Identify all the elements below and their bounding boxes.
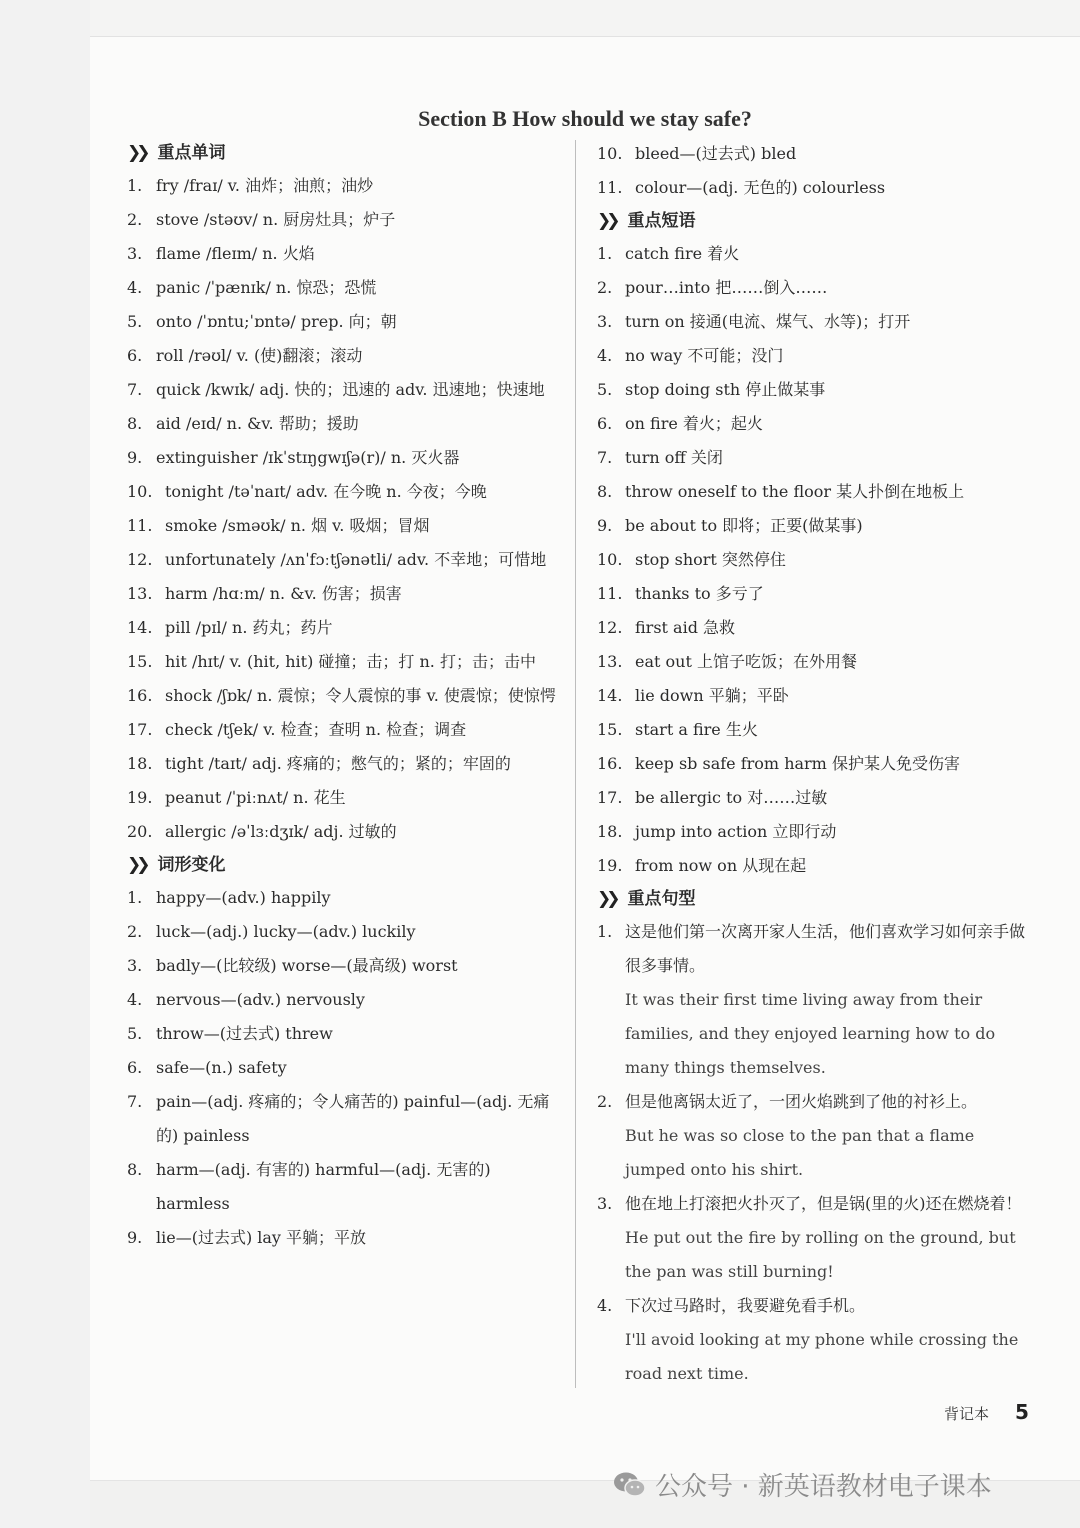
item-number: 8. [127, 1160, 143, 1179]
item-text: keep sb safe from harm 保护某人免受伤害 [635, 754, 960, 773]
item-number: 4. [597, 1296, 613, 1315]
double-chevron-icon: ❯❯ [597, 889, 616, 909]
sentence-chinese: 他在地上打滚把火扑灭了，但是锅(里的火)还在燃烧着！ [625, 1194, 1022, 1213]
sentence-text [625, 1187, 1029, 1289]
item-number: 18. [597, 822, 623, 841]
item-text: smoke /sməʊk/ n. 烟 v. 吸烟；冒烟 [165, 516, 430, 535]
list-item [597, 577, 1029, 611]
sentence-english: It was their first time living away from their families, and they enjoyed learning how to do many things themselves. [625, 990, 996, 1077]
item-number: 2. [127, 922, 143, 941]
item-number: 9. [127, 1228, 143, 1247]
item-number: 11. [127, 516, 153, 535]
list-item [127, 237, 567, 271]
item-number: 7. [127, 1092, 143, 1111]
list-item [127, 915, 567, 949]
item-text: harm /hɑːm/ n. &v. 伤害；损害 [165, 584, 402, 603]
key-words-list [127, 169, 567, 849]
item-number: 19. [127, 788, 153, 807]
list-item [597, 373, 1029, 407]
item-number: 2. [597, 278, 613, 297]
item-text: eat out 上馆子吃饭；在外用餐 [635, 652, 857, 671]
item-number: 18. [127, 754, 153, 773]
item-text: throw—(过去式) threw [156, 1024, 333, 1043]
list-item [597, 679, 1029, 713]
list-item [127, 1017, 567, 1051]
item-text: turn off 关闭 [625, 448, 723, 467]
item-number: 12. [127, 550, 153, 569]
item-number: 17. [127, 720, 153, 739]
item-number: 10. [597, 550, 623, 569]
top-scan-strip [90, 0, 1080, 37]
item-text: catch fire 着火 [625, 244, 740, 263]
item-number: 4. [127, 990, 143, 1009]
section-heading-word-forms: ❯❯ 词形变化 [127, 855, 226, 875]
item-number: 8. [597, 482, 613, 501]
list-item [127, 679, 567, 713]
sentence-english: I'll avoid looking at my phone while crossing the road next time. [625, 1330, 1019, 1383]
watermark: 公众号 · 新英语教材电子课本 [613, 1466, 992, 1503]
item-number: 15. [127, 652, 153, 671]
list-item [127, 881, 567, 915]
sentence-text [625, 1289, 1029, 1391]
list-item [597, 509, 1029, 543]
item-text: panic /ˈpænɪk/ n. 惊恐；恐慌 [156, 278, 377, 297]
list-item [597, 815, 1029, 849]
item-text: jump into action 立即行动 [635, 822, 837, 841]
sentence-english: But he was so close to the pan that a flame jumped onto his shirt. [625, 1126, 975, 1179]
item-number: 20. [127, 822, 153, 841]
item-text: quick /kwɪk/ adj. 快的；迅速的 adv. 迅速地；快速地 [156, 380, 545, 399]
section-heading-key-phrases: ❯❯ 重点短语 [597, 211, 696, 231]
wechat-icon [613, 1471, 647, 1499]
item-number: 15. [597, 720, 623, 739]
item-number: 1. [597, 244, 613, 263]
list-item [127, 441, 567, 475]
list-item [127, 577, 567, 611]
list-item [597, 271, 1029, 305]
item-text: roll /rəʊl/ v. (使)翻滚；滚动 [156, 346, 363, 365]
sentence-item [597, 1289, 1029, 1391]
item-text: pill /pɪl/ n. 药丸；药片 [165, 618, 333, 637]
item-text: start a fire 生火 [635, 720, 758, 739]
item-number: 3. [597, 1194, 613, 1213]
item-text: turn on 接通(电流、煤气、水等)；打开 [625, 312, 911, 331]
item-number: 10. [597, 144, 623, 163]
list-item [597, 441, 1029, 475]
item-number: 12. [597, 618, 623, 637]
item-text: unfortunately /ʌnˈfɔːtʃənətli/ adv. 不幸地；可惜地 [165, 550, 547, 569]
list-item [127, 305, 567, 339]
item-number: 2. [127, 210, 143, 229]
item-number: 16. [127, 686, 153, 705]
item-text: fry /fraɪ/ v. 油炸；油煎；油炒 [156, 176, 374, 195]
left-column [127, 137, 567, 1255]
item-number: 7. [127, 380, 143, 399]
list-item [127, 645, 567, 679]
list-item [127, 713, 567, 747]
sentence-item [597, 1085, 1029, 1187]
word-forms-list-continued [597, 137, 1029, 205]
list-item [597, 305, 1029, 339]
list-item [127, 1085, 567, 1153]
item-text: nervous—(adv.) nervously [156, 990, 365, 1009]
item-number: 9. [127, 448, 143, 467]
item-number: 14. [597, 686, 623, 705]
double-chevron-icon: ❯❯ [127, 143, 146, 163]
sentence-chinese: 但是他离锅太近了，一团火焰跳到了他的衬衫上。 [625, 1092, 978, 1111]
sentence-chinese: 这是他们第一次离开家人生活，他们喜欢学习如何亲手做很多事情。 [625, 922, 1026, 975]
list-item [127, 1221, 567, 1255]
list-item [127, 611, 567, 645]
word-forms-list [127, 881, 567, 1255]
item-number: 5. [127, 1024, 143, 1043]
item-number: 6. [127, 1058, 143, 1077]
item-text: harm—(adj. 有害的) harmful—(adj. 无害的) harmless [156, 1160, 491, 1213]
list-item [597, 849, 1029, 883]
item-text: tonight /təˈnaɪt/ adv. 在今晚 n. 今夜；今晚 [165, 482, 487, 501]
sentence-text [625, 915, 1029, 1085]
list-item [597, 475, 1029, 509]
item-text: pain—(adj. 疼痛的；令人痛苦的) painful—(adj. 无痛的) painless [156, 1092, 550, 1145]
item-text: flame /fleɪm/ n. 火焰 [156, 244, 315, 263]
right-column [597, 137, 1029, 1391]
page-number: 5 [1015, 1400, 1029, 1424]
item-text: thanks to 多亏了 [635, 584, 764, 603]
item-text: happy—(adv.) happily [156, 888, 331, 907]
list-item [597, 611, 1029, 645]
item-number: 16. [597, 754, 623, 773]
item-text: pour…into 把……倒入…… [625, 278, 828, 297]
item-text: check /tʃek/ v. 检查；查明 n. 检查；调查 [165, 720, 467, 739]
item-text: peanut /ˈpiːnʌt/ n. 花生 [165, 788, 346, 807]
item-text: luck—(adj.) lucky—(adv.) luckily [156, 922, 416, 941]
item-text: badly—(比较级) worse—(最高级) worst [156, 956, 458, 975]
item-number: 5. [597, 380, 613, 399]
item-text: stop doing sth 停止做某事 [625, 380, 826, 399]
item-text: allergic /əˈlɜːdʒɪk/ adj. 过敏的 [165, 822, 397, 841]
item-text: onto /ˈɒntu;ˈɒntə/ prep. 向；朝 [156, 312, 397, 331]
item-number: 3. [127, 956, 143, 975]
item-number: 13. [597, 652, 623, 671]
item-text: stove /stəʊv/ n. 厨房灶具；炉子 [156, 210, 396, 229]
item-text: hit /hɪt/ v. (hit, hit) 碰撞；击；打 n. 打；击；击中 [165, 652, 536, 671]
item-text: be about to 即将；正要(做某事) [625, 516, 863, 535]
item-number: 13. [127, 584, 153, 603]
item-number: 1. [597, 922, 613, 941]
item-number: 11. [597, 178, 623, 197]
item-number: 14. [127, 618, 153, 637]
item-number: 7. [597, 448, 613, 467]
sentence-chinese: 下次过马路时，我要避免看手机。 [625, 1296, 866, 1315]
item-number: 1. [127, 888, 143, 907]
item-number: 4. [597, 346, 613, 365]
item-text: shock /ʃɒk/ n. 震惊；令人震惊的事 v. 使震惊；使惊愕 [165, 686, 556, 705]
item-text: bleed—(过去式) bled [635, 144, 797, 163]
item-text: from now on 从现在起 [635, 856, 807, 875]
item-text: tight /taɪt/ adj. 疼痛的；憋气的；紧的；牢固的 [165, 754, 511, 773]
list-item [597, 645, 1029, 679]
list-item [127, 543, 567, 577]
section-heading-key-sentences: ❯❯ 重点句型 [597, 889, 696, 909]
item-text: stop short 突然停住 [635, 550, 786, 569]
list-item [127, 407, 567, 441]
sentence-item [597, 1187, 1029, 1289]
item-number: 11. [597, 584, 623, 603]
list-item [127, 949, 567, 983]
item-text: lie down 平躺；平卧 [635, 686, 789, 705]
sentence-item [597, 915, 1029, 1085]
page-title: Section B How should we stay safe? [418, 106, 752, 131]
item-text: safe—(n.) safety [156, 1058, 287, 1077]
list-item [127, 983, 567, 1017]
item-number: 9. [597, 516, 613, 535]
item-number: 3. [127, 244, 143, 263]
list-item [127, 747, 567, 781]
item-number: 6. [127, 346, 143, 365]
list-item [127, 1051, 567, 1085]
list-item [127, 475, 567, 509]
item-number: 19. [597, 856, 623, 875]
item-text: no way 不可能；没门 [625, 346, 784, 365]
item-number: 3. [597, 312, 613, 331]
sentence-english: He put out the fire by rolling on the ground, but the pan was still burning! [625, 1228, 1016, 1281]
list-item [127, 373, 567, 407]
list-item [597, 543, 1029, 577]
item-number: 17. [597, 788, 623, 807]
item-text: throw oneself to the floor 某人扑倒在地板上 [625, 482, 965, 501]
list-item [597, 137, 1029, 171]
item-number: 6. [597, 414, 613, 433]
list-item [597, 237, 1029, 271]
item-number: 4. [127, 278, 143, 297]
sentence-text [625, 1085, 1029, 1187]
item-text: aid /eɪd/ n. &v. 帮助；援助 [156, 414, 359, 433]
list-item [127, 509, 567, 543]
list-item [597, 171, 1029, 205]
column-divider [575, 140, 576, 1388]
item-text: colour—(adj. 无色的) colourless [635, 178, 886, 197]
list-item [597, 781, 1029, 815]
section-heading-key-words: ❯❯ 重点单词 [127, 143, 226, 163]
list-item [597, 407, 1029, 441]
key-sentences-list [597, 915, 1029, 1391]
footer-label: 背记本 [944, 1405, 990, 1423]
list-item [127, 815, 567, 849]
double-chevron-icon: ❯❯ [127, 855, 146, 875]
list-item [127, 339, 567, 373]
item-number: 1. [127, 176, 143, 195]
item-number: 8. [127, 414, 143, 433]
item-text: on fire 着火；起火 [625, 414, 763, 433]
list-item [127, 1153, 567, 1221]
item-number: 10. [127, 482, 153, 501]
list-item [127, 271, 567, 305]
item-number: 5. [127, 312, 143, 331]
key-phrases-list [597, 237, 1029, 883]
double-chevron-icon: ❯❯ [597, 211, 616, 231]
item-text: extinguisher /ɪkˈstɪŋgwɪʃə(r)/ n. 灭火器 [156, 448, 460, 467]
list-item [127, 169, 567, 203]
item-text: be allergic to 对……过敏 [635, 788, 828, 807]
list-item [597, 339, 1029, 373]
list-item [127, 781, 567, 815]
list-item [597, 713, 1029, 747]
item-text: lie—(过去式) lay 平躺；平放 [156, 1228, 367, 1247]
list-item [127, 203, 567, 237]
item-number: 2. [597, 1092, 613, 1111]
item-text: first aid 急救 [635, 618, 736, 637]
list-item [597, 747, 1029, 781]
